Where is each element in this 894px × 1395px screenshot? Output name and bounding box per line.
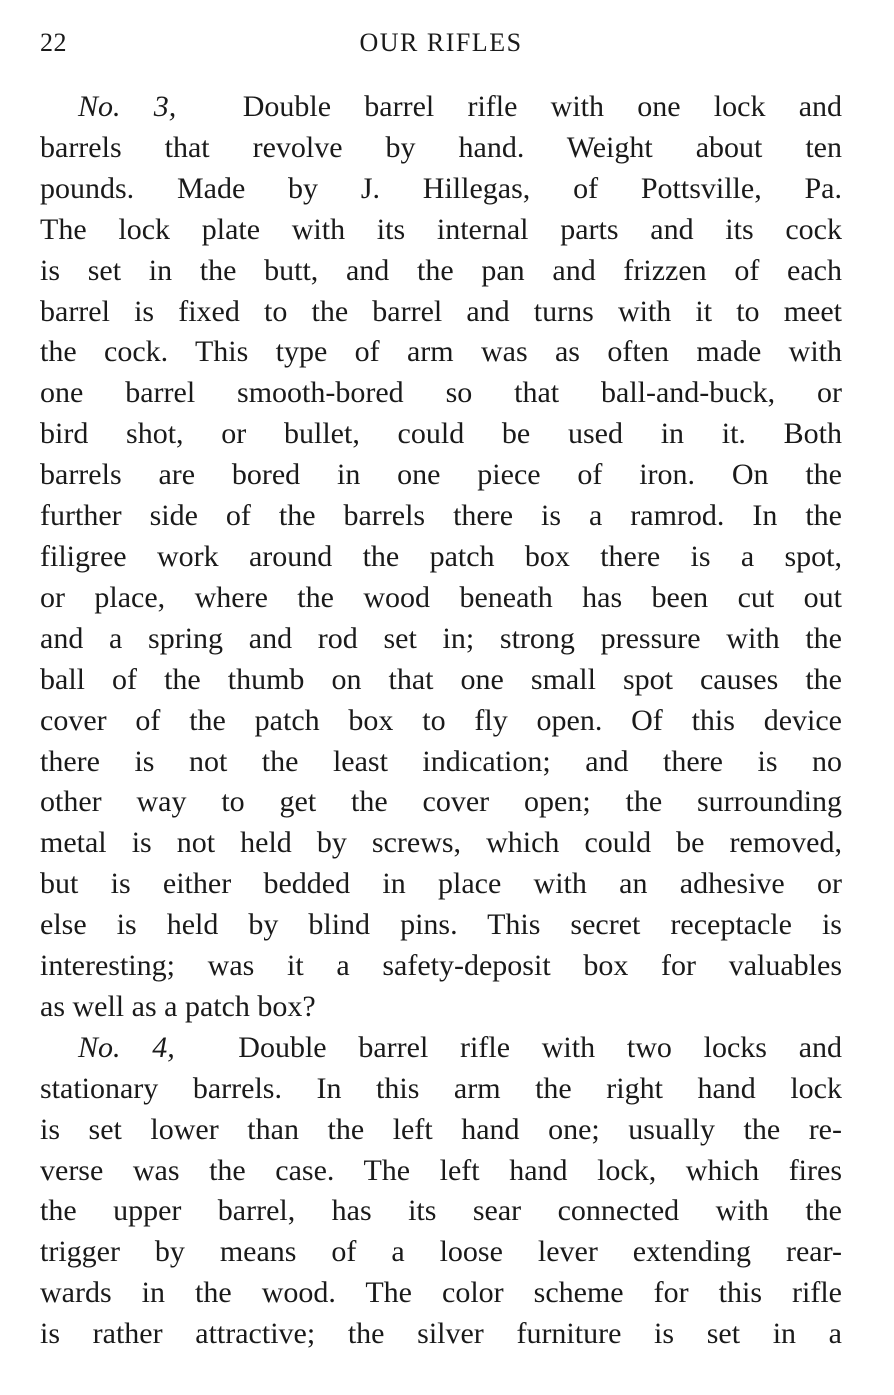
text-line [40, 1028, 842, 1069]
text-line: stationary barrels. In this arm the right hand lock [40, 1071, 842, 1105]
text-line: metal is not held by screws, which could be removed, [40, 826, 842, 860]
text-line: further side of the barrels there is a ramrod. In the [40, 499, 842, 533]
text-line: barrels that revolve by hand. Weight about ten [40, 130, 842, 164]
text-line: other way to get the cover open; the surrounding [40, 785, 842, 819]
item-number: No. 3, [78, 90, 177, 123]
text-line: there is not the least indication; and there is no [40, 744, 842, 778]
item-number: No. 4, [78, 1030, 175, 1064]
text-line: interesting; was it a safety-deposit box for valuables [40, 949, 842, 983]
text-line: pounds. Made by J. Hillegas, of Pottsville, Pa. [40, 171, 842, 205]
text-line: trigger by means of a loose lever extending rear- [40, 1235, 842, 1269]
text-line: barrel is fixed to the barrel and turns with it to meet [40, 294, 842, 328]
text-line: but is either bedded in place with an adhesive or [40, 867, 842, 901]
page-number: 22 [40, 28, 67, 57]
line-text: Double barrel rifle with one lock and [242, 90, 843, 123]
line-text: Double barrel rifle with two locks and [238, 1030, 843, 1064]
text-line [40, 87, 842, 128]
body-text [40, 87, 842, 1355]
text-line: is rather attractive; the silver furniture is set in a [40, 1317, 842, 1351]
text-line: barrels are bored in one piece of iron. On the [40, 458, 842, 492]
text-line: as well as a patch box? [40, 989, 316, 1023]
text-line: The lock plate with its internal parts and its cock [40, 212, 842, 246]
text-line: is set in the butt, and the pan and frizzen of each [40, 253, 842, 287]
paragraph-no-4 [40, 1028, 842, 1355]
text-line: else is held by blind pins. This secret receptacle is [40, 908, 842, 942]
text-line: is set lower than the left hand one; usually the re- [40, 1112, 842, 1146]
text-line: wards in the wood. The color scheme for this rifle [40, 1276, 842, 1310]
text-line: and a spring and rod set in; strong pressure with the [40, 621, 842, 655]
text-line: ball of the thumb on that one small spot causes the [40, 662, 842, 696]
paragraph-no-3 [40, 87, 842, 1028]
text-line: filigree work around the patch box there is a spot, [40, 539, 842, 573]
text-line: bird shot, or bullet, could be used in it. Both [40, 417, 842, 451]
running-title: OUR RIFLES [359, 28, 523, 57]
text-line: the cock. This type of arm was as often made with [40, 335, 842, 369]
text-line: one barrel smooth-bored so that ball-and-buck, or [40, 376, 842, 410]
text-line: verse was the case. The left hand lock, which fires [40, 1153, 842, 1187]
text-line: cover of the patch box to fly open. Of this device [40, 703, 842, 737]
running-head [40, 28, 842, 68]
text-line: or place, where the wood beneath has been cut out [40, 580, 842, 614]
text-line: the upper barrel, has its sear connected with the [40, 1194, 842, 1228]
